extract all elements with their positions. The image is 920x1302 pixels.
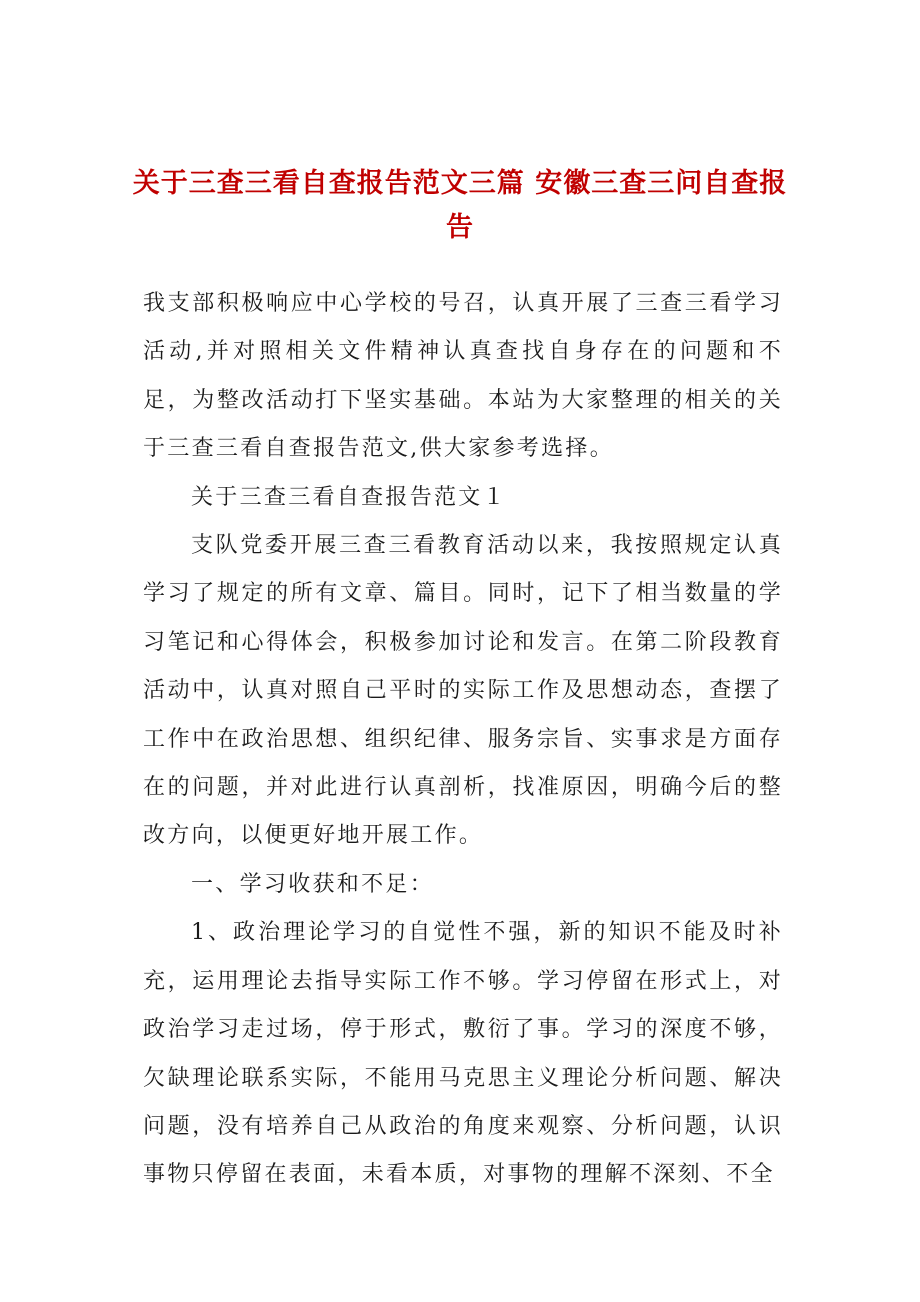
document-body bbox=[143, 280, 783, 1200]
body-paragraph-point-1: 1、政治理论学习的自觉性不强，新的知识不能及时补充，运用理论去指导实际工作不够。学习停留在形式上，对政治学习走过场，停于形式，敷衍了事。学习的深度不够，欠缺理论联系实际，不能用马克思主义理论分析问题、解决问题，没有培养自己从政治的角度来观察、分析问题，认识事物只停留在表面，未看本质，对事物的理解不深刻、不全 bbox=[143, 920, 783, 1188]
body-paragraph: 支队党委开展三查三看教育活动以来，我按照规定认真学习了规定的所有文章、篇目。同时，记下了相当数量的学习笔记和心得体会，积极参加讨论和发言。在第二阶段教育活动中，认真对照自己平时的实际工作及思想动态，查摆了工作中在政治思想、组织纪律、服务宗旨、实事求是方面存在的问题，并对此进行认真剖析，找准原因，明确今后的整改方向，以便更好地开展工作。 bbox=[143, 533, 783, 849]
intro-paragraph: 我支部积极响应中心学校的号召，认真开展了三查三看学习活动,并对照相关文件精神认真查找自身存在的问题和不足，为整改活动打下坚实基础。本站为大家整理的相关的关于三查三看自查报告范文,供大家参考选择。 bbox=[143, 291, 783, 462]
subsection-heading: 一、学习收获和不足： bbox=[191, 871, 435, 897]
document-title: 关于三查三看自查报告范文三篇 安徽三查三问自查报告 bbox=[132, 168, 788, 243]
section-heading-sample-1: 关于三查三看自查报告范文１ bbox=[191, 484, 507, 510]
